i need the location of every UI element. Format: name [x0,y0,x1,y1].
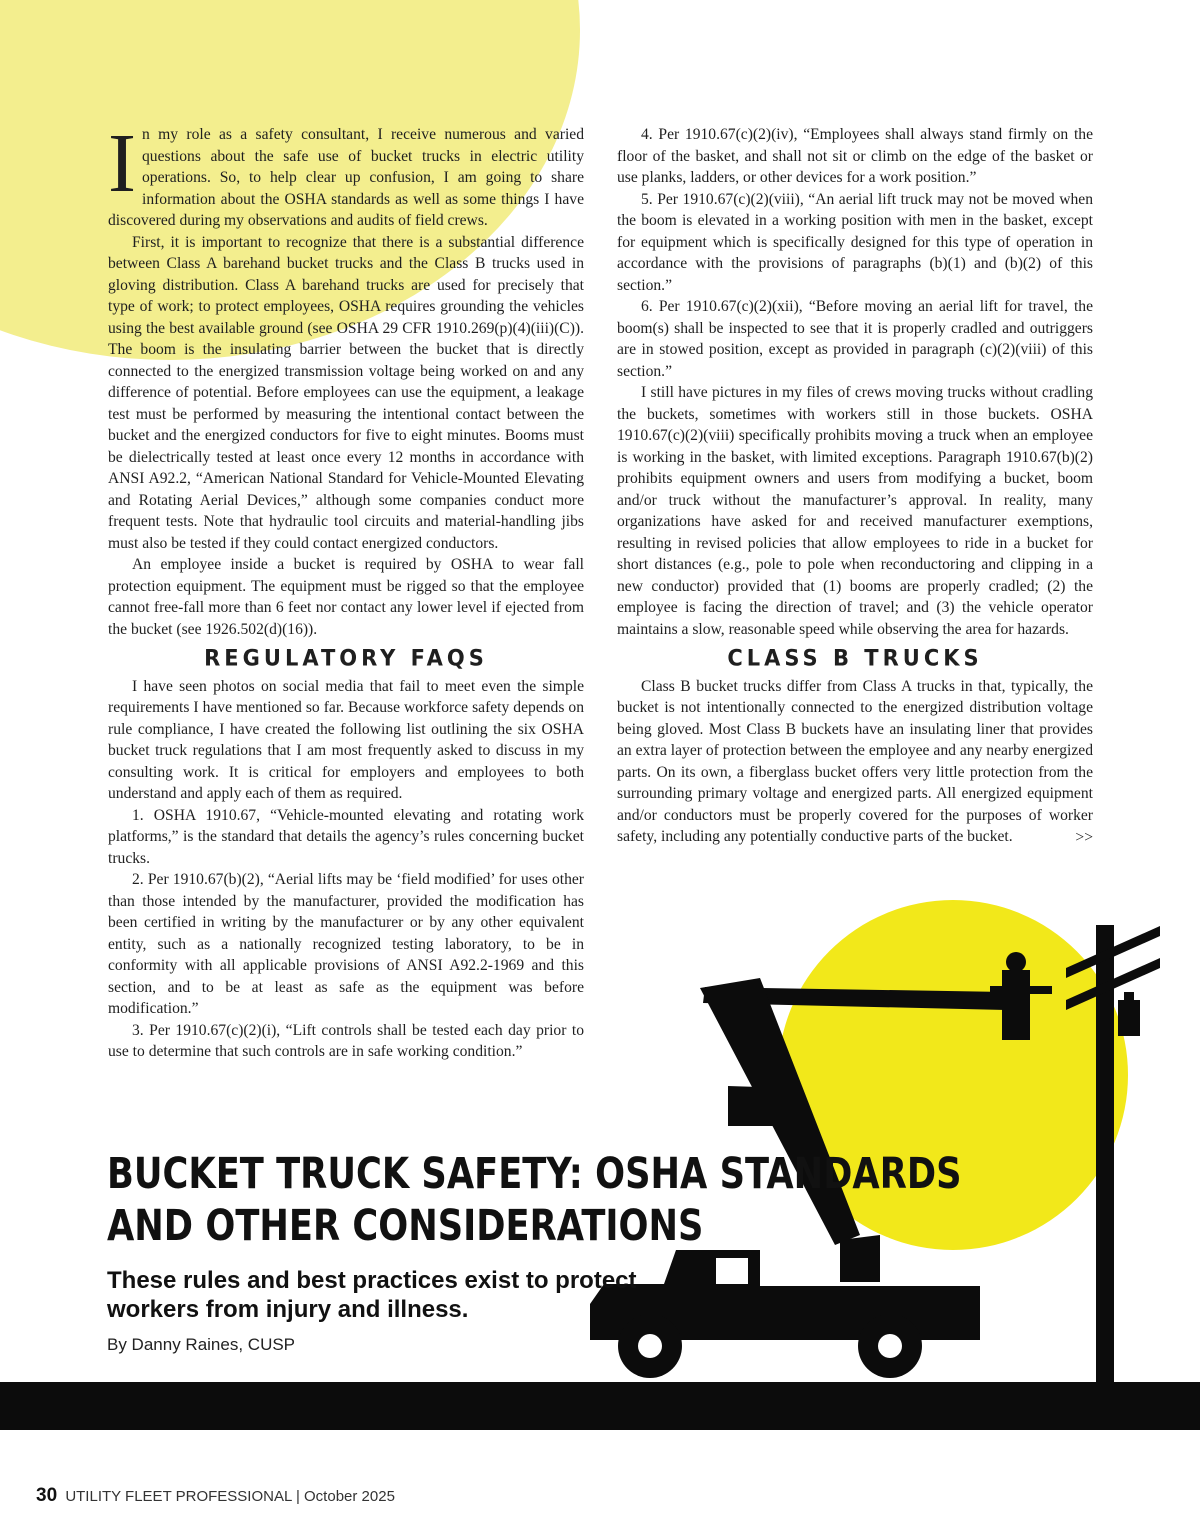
body-paragraph-fall-protection: An employee inside a bucket is required by OSHA to wear fall protection equipment. The equipment must be rigged so that the employee cannot free-fall more than 6 feet nor contact any lower level if ejected from the bucket (see 1926.502(d)(16)). [108,556,584,638]
list-item-3: 3. Per 1910.67(c)(2)(i), “Lift controls shall be tested each day prior to use to determine that such controls are in safe working condition.” [108,1021,584,1060]
article-left-column [108,117,584,1063]
headline-line-1: BUCKET TRUCK SAFETY: OSHA STANDARDS [107,1149,962,1199]
headline-line-2: AND OTHER CONSIDERATIONS [107,1201,704,1251]
body-paragraph-faq-intro: I have seen photos on social media that fail to meet even the simple requirements I have mentioned so far. Because workforce safety depends on rule compliance, I have created the following list outlining the six OSHA bucket truck regulations that I am most frequently asked to discuss in my consulting work. It is critical for employers and employees to both understand and apply each of them as required. [108,677,584,802]
issue-date: October 2025 [304,1488,395,1505]
footer-separator: | [295,1488,300,1505]
intro-paragraph [108,117,584,232]
body-paragraph-moving-trucks: I still have pictures in my files of crews moving trucks without cradling the buckets, sometimes with workers still in those buckets. OSHA 1910.67(c)(2)(viii) specifically prohibits moving a truck when an employee is working in the basket, with limited exceptions. Paragraph 1910.67(b)(2) prohibits equipment owners and users from modifying a bucket, boom and/or truck without the manufacturer’s approval. In reality, many organizations have asked for and received manufacturer exemptions, resulting in revised policies that allow employees to ride in a bucket for short distances (e.g., pole to pole when reconductoring and clipping in a new conductor) provided that (1) booms are properly cradled; (2) the employee is facing the direction of travel; and (3) the vehicle operator maintains a slow, reasonable speed while observing the area for hazards. [617,384,1093,638]
intro-text: n my role as a safety consultant, I receive numerous and varied questions about the safe use of bucket trucks in electric utility operations. So, to help clear up confusion, I am going to share information about the OSHA standards as well as some things I have discovered during my observations and audits of field crews. [108,126,584,229]
body-paragraph-class-b: Class B bucket trucks differ from Class A trucks in that, typically, the bucket is not intentionally connected to the energized distribution voltage being gloved. Most Class B buckets have an insulating liner that provides an extra layer of protection between the employee and any nearby energized parts. On its own, a fiberglass bucket offers very little protection from the surrounding primary voltage and energized parts. All energized equipment and/or conductors must be properly covered for the purposes of worker safety, including any potentially conductive parts of the bucket. [617,677,1093,845]
subhead-regulatory-faqs: REGULATORY FAQS [204,645,488,671]
list-item-5: 5. Per 1910.67(c)(2)(viii), “An aerial lift truck may not be moved when the boom is elevated in a working position with men in the basket, except for equipment which is specifically designed for this type of operation in accordance with the provisions of paragraphs (b)(1) and (b)(2) of this section.” [617,190,1093,294]
article-headline [107,1148,962,1252]
subhead-class-b-trucks: CLASS B TRUCKS [727,645,983,671]
list-item-2: 2. Per 1910.67(b)(2), “Aerial lifts may be ‘field modified’ for uses other than those intended by the manufacturer, provided the modification has been certified in writing by the manufacturer or by any other equivalent entity, such as a nationally recognized testing laboratory, to be in conformity with all applicable provisions of ANSI A92.2-1969 and this section, and to be at least as safe as the equipment was before modification.” [108,871,584,1017]
deck-line-2: workers from injury and illness. [107,1296,469,1323]
article-deck [107,1266,637,1324]
list-item-1: 1. OSHA 1910.67, “Vehicle-mounted elevating and rotating work platforms,” is the standard that details the agency’s rules concerning bucket trucks. [108,806,584,867]
page-number: 30 [36,1485,58,1506]
ground-band [0,1382,1200,1430]
deck-line-1: These rules and best practices exist to protect [107,1267,637,1294]
byline: By Danny Raines, CUSP [107,1335,296,1354]
continued-marker: >> [1075,828,1093,846]
list-item-4: 4. Per 1910.67(c)(2)(iv), “Employees shall always stand firmly on the floor of the basket, and shall not sit or climb on the edge of the basket or use planks, ladders, or other devices for a work position.” [617,126,1093,186]
publication-name: UTILITY FLEET PROFESSIONAL [65,1488,292,1505]
article-right-column [617,124,1093,848]
drop-cap: I [108,117,136,210]
list-item-6: 6. Per 1910.67(c)(2)(xii), “Before moving an aerial lift for travel, the boom(s) shall be inspected to see that it is properly cradled and outriggers are in stowed position, except as provided in paragraph (c)(2)(viii) of this section.” [617,298,1093,380]
page-footer [36,1485,395,1507]
body-paragraph-class-a: First, it is important to recognize that there is a substantial difference between Class A barehand bucket trucks and the Class B trucks used in gloving distribution. Class A barehand trucks are used for precisely that type of work; to protect employees, OSHA requires grounding the vehicles using the best available ground (see OSHA 29 CFR 1910.269(p)(4)(iii)(C)). The boom is the insulating barrier between the bucket that is directly connected to the energized transmission voltage being worked on and any difference of potential. Before employees can use the equipment, a leakage test must be performed by measuring the intentional contact between the bucket and the energized conductors for five to eight minutes. Booms must be dielectrically tested at least once every 12 months in accordance with ANSI A92.2, “American National Standard for Vehicle-Mounted Elevating and Rotating Aerial Devices,” although some companies conduct more frequent tests. Note that hydraulic tool circuits and material-handling jibs must also be tested if they could contact energized conductors. [108,233,584,552]
